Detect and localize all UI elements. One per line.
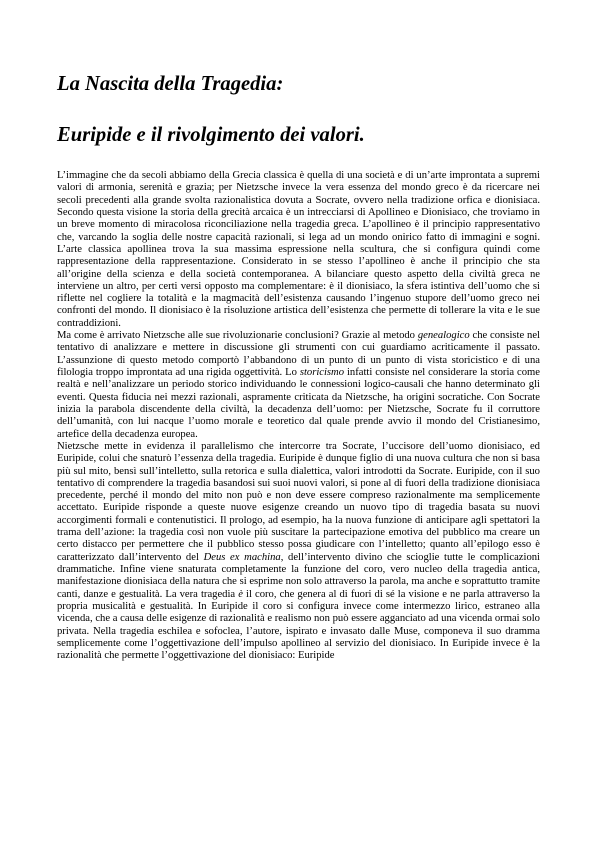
paragraph-3-text-b: , dell’intervento divino che scioglie tutte le complicazioni drammatiche. Infine viene snaturata completamente la funzione del coro, vero nucleo della tragedia antica, manifestazione dionisiaca della natura che si esprime non solo attraverso la parola, ma anche e soprattutto tramite canti, danze e gestualità. La vera tragedia	[57, 551, 540, 600]
paragraph-2-text-a: Ma come è arrivato Nietzsche alle sue rivoluzionarie conclusioni? Grazie al metodo	[57, 330, 418, 342]
paragraph-3	[57, 441, 540, 663]
paragraph-1: L’immagine che da secoli abbiamo della Grecia classica è quella di una società e di un’arte improntata a supremi valori di armonia, serenità e grazia; per Nietzsche invece la vera essenza del mondo greco è da ricercare nei secoli precedenti alla grande svolta razionalistica dovuta a Socrate, ovvero nella tradizione orfica e dionisiaca. Secondo questa visione la storia della grecità arcaica è un intrecciarsi di Apollineo e Dionisiaco, che troviamo in un breve momento di miracolosa riconciliazione nella tragedia greca. L’apollineo è il principio rappresentativo che, varcando la soglia delle nostre capacità razionali, si lega ad un mondo onirico fatto di immagini e sogni. L’arte classica apollinea trova la sua massima espressione nella scultura, che si configura quindi come rappresentazione della rappresentazione. Considerato in se stesso l’apollineo è anche il principio che sta all’origine della scienza e della società contemporanea. A bilanciare questo aspetto della civiltà greca ne interviene un altro, per certi versi opposto ma complementare: è il dionisiaco, la sfera istintiva dell’uomo che si riflette nel cogliere la totalità e la magmacità dell’esistenza causando l’ingenuo stupore dell’uomo greco nei confronti del mondo. Il dionisiaco è la risoluzione artistica dell’esistenza che permette di tollerare la vita e le sue contraddizioni.	[57, 170, 540, 329]
emphasis-genealogico: genealogico	[417, 330, 470, 342]
emphasis-deus-ex-machina: Deus ex machina	[203, 551, 281, 563]
paragraph-3-text-c: il coro, che genera al di fuori di sé la visione e ne parla attraverso la propria musicalità e gestualità. In Euripide il coro si configura invece come intermezzo lirico, estraneo alla vicenda, che a causa delle esigenze di razionalità e realismo non può essere agganciato ad una vicenda ormai solo privata. Nella tragedia eschilea e sofoclea, l’autore, ispirato e invasato dalle Muse, componeva il suo dramma semplicemente come l’oggettivazione dell’impulso apollineo al servizio del dionisiaco. In Euripide invece è la razionalità che permette l’oggettivazione del dionisiaco: Euripide	[57, 588, 540, 662]
document-page	[57, 72, 540, 663]
document-body	[57, 170, 540, 663]
paragraph-2	[57, 330, 540, 441]
document-subtitle: Euripide e il rivolgimento dei valori.	[57, 124, 365, 146]
paragraph-3-text-a: Nietzsche mette in evidenza il parallelismo che intercorre tra Socrate, l’uccisore dell’uomo dionisiaco, ed Euripide, colui che snaturò l’essenza della tragedia. Euripide è dunque figlio di una nuova cultura che non si basa più sul mito, bensì sull’intelletto, sulla retorica e sulla dialettica, valori introdotti da Socrate. Euripide, con il suo tentativo di comprendere la tragedia basandosi sui suoi nuovi valori, si pone al di fuori della tradizione dionisiaca precedente, perché il mondo del mito non può e non deve essere compreso razionalmente ma semplicemente accettato. Euripide risponde a queste nuove esigenze creando un nuovo tipo di tragedia basata su nuovi accorgimenti formali e contenutistici. Il prologo, ad esempio, ha la nuova funzione di anticipare agli spettatori la trama dell’azione: la tragedia così non vuole più suscitare la partecipazione emotiva del pubblico ma creare un certo distacco per permettere che il pubblico stesso possa giudicare con l’intelletto; quanto all’epilogo esso è caratterizzato dall’intervento del	[57, 440, 540, 563]
paragraph-2-text-c: infatti consiste nel considerare la storia come realtà e nell’analizzare un periodo storico individuando le connessioni logico-causali che hanno determinato gli eventi. Questa fiducia nei mezzi razionali, aspramente criticata da Nietzsche, ha origini socratiche. Con Socrate inizia la parabola discendente della civiltà, la decadenza dell’uomo: per Nietzsche, Socrate fu il corruttore dell’umanità, con lui nacque l’uomo morale e teoretico dal quale prende avvio il mondo del Cristianesimo, artefice della decadenza europea.	[57, 367, 541, 440]
document-title: La Nascita della Tragedia:	[57, 73, 284, 95]
emphasis-e: è	[238, 588, 243, 600]
paragraph-2-text-b: che consiste nel tentativo di analizzare e mettere in discussione gli strumenti con cui guardiamo acriticamente il passato. L’assunzione di questo metodo comportò l’abbandono di un punto di un punto di vista storicistico e di una filologia troppo improntata ad una rigida oggettività. Lo	[57, 330, 540, 378]
emphasis-storicismo: storicismo	[299, 367, 345, 378]
